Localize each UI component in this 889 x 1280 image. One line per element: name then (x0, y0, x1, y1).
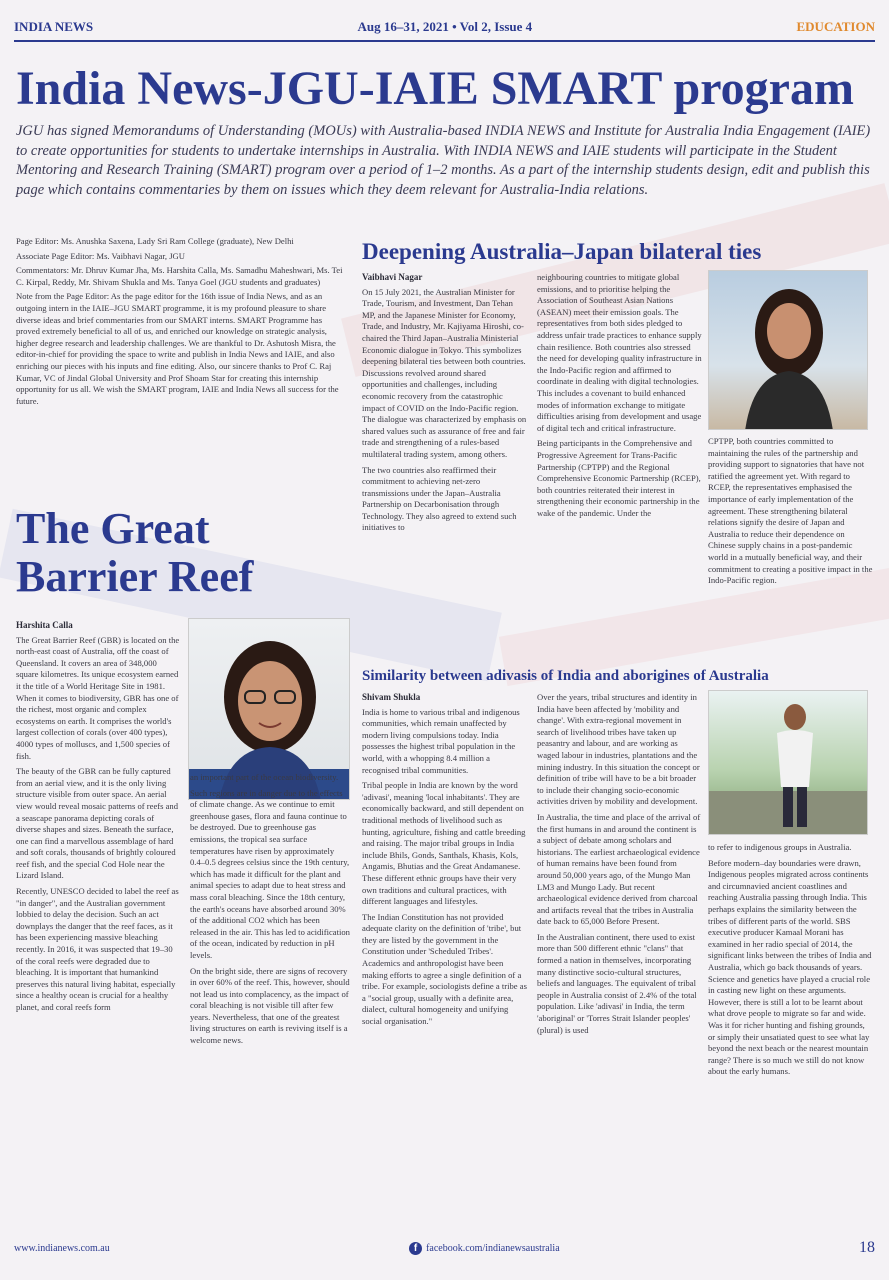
japan-article-title: Deepening Australia–Japan bilateral ties (362, 239, 762, 264)
adivasi-column-2 (537, 692, 702, 1040)
adivasi-paragraph: In Australia, the time and place of the arrival of the first humans in and around the continent is a subject of debate among scholars and historians. The earliest archaeological evidence of human remains have been found from around 50,000 years ago, of the Mungo Man LM3 and Mungo Lady. But recent archaeological evidence derived from charcoal and artifacts reveal that the tribes in Australia date back to 65,000 Before Present. (537, 811, 701, 927)
associate-editor: Associate Page Editor: Ms. Vaibhavi Nagar, JGU (16, 250, 185, 261)
japan-paragraph: Being participants in the Comprehensive and Progressive Agreement for Trans-Pacific Partnership (CPTPP) and the Regional Comprehensive Economic Partnership (RCEP), both countries reiterated their interest in strengthening their economic partnership in the wake of the pandemic. Under the (537, 438, 701, 518)
adivasi-column-1 (362, 692, 527, 1032)
author-photo-vaibhavi (708, 270, 868, 430)
facebook-link[interactable] (409, 1242, 560, 1255)
facebook-url: facebook.com/indianewsaustralia (426, 1242, 560, 1254)
adivasi-paragraph: Tribal people in India are known by the word 'adivasi', meaning 'local inhabitants'. They are economically backward, and still dependent on traditional methods of livelihood such as hunting, agriculture, fishing and cattle breeding and raising. The major tribal groups in India include Bhils, Gonds, Santhals, Khasis, Kols, Angamis, Bhutias and the Great Andamanese. These different ethnic groups have their very own traditions and cultural practices, with different languages and lifestyles. (362, 780, 526, 907)
intro-paragraph: JGU has signed Memorandums of Understanding (MOUs) with Australia-based INDIA NEWS and Institute for Australia India Engagement (IAIE) to create opportunities for students to undertake internships in Australia. With INDIA NEWS and IAIE students will participate in the Student Mentoring and Research Training (SMART) program over a period of 1–2 months. As a part of the internship students design, edit and publish this page which contains commentaries by them on issues which they deem relevant for Australia-India relations. (16, 123, 871, 198)
reef-paragraph: an important part of the ocean biodiversity. (190, 772, 339, 782)
reef-paragraph: Such regions are in danger due to the effects of climate change. As we continue to emit greenhouse gases, flora and fauna continue to be destroyed. Due to greenhouse gas emissions, the tropical sea surface temperatures have risen by approximately 0.4–0.5 degrees celsius since the 19th century, which has made it difficult for the plant and animal species to adapt due to heat stress and mass coral bleaching. Since the 18th century, the earth's oceans have absorbed around 30% of the additional CO2 which has been released in the air. This has led to acidification of the ocean, indicated by reduction in pH levels. (190, 787, 350, 960)
reef-byline: Harshita Calla (16, 620, 73, 630)
issue-info: Aug 16–31, 2021 • Vol 2, Issue 4 (357, 19, 533, 34)
page-title: India News-JGU-IAIE SMART program (16, 62, 854, 115)
reef-paragraph: The Great Barrier Reef (GBR) is located on the north-east coast of Australia, off the coast of Queensland. It covers an area of 348,000 square kilometres. Its unique ecosystem earned it the title of a World Heritage Site in 1981. When it comes to biodiversity, GBR has one of the richest, most organic and complex ecosystems on earth. It comprises the world's largest collection of corals (over 400 types), 4000 types of molluscs, and 1,500 species of fish. (16, 634, 180, 761)
adivasi-paragraph: Over the years, tribal structures and identity in India have been affected by 'mobility and change'. With extra-regional movement in search of livelihood tribes have taken up peasantry and labour, and are working as waged labour in industries, plantations and the mining industry. In this situation the concept or definition of tribe will have to be a bit broader to include their changing socio-economic activities driven by mobility and development. (537, 692, 700, 807)
adivasi-paragraph: Before modern–day boundaries were drawn, Indigenous peoples migrated across continents and circumnavied ancient coastlines and reaching Australia passing through India. This perhaps explains the similarity between the tribes of different parts of the world. SBS executive producer Kamaal Morani has examined in her radio special of 2014, the significant links between the tribes of India and Australia, which go back thousands of years. Science and genetics have played a crucial role in casting new light on these arguments. However, there is still a lot to be learnt about what drove people to migrate so far and wide. Was it for richer hunting and fishing grounds, or simply their unsatiated quest to see what lay beyond the next beach or the nearest mountain range? There is so much we still do not know about the early humans. (708, 857, 872, 1077)
portrait-illustration (709, 271, 868, 430)
japan-paragraph: neighbouring countries to mitigate global emissions, and to prioritise helping the Association of Southeast Asian Nations (ASEAN) meet their emission goals. The representatives from both sides pledged to address unfair trade practices to enhance supply chain resilience. Both countries also stressed the need for developing quality infrastructure in the Indo-Pacific region and affirmed to coordinate in dealing with digital technologies. This includes a covenant to build enhanced modes of information exchange to mitigate difficulties arising from development and usage of digital tech and critical infrastructure. (537, 272, 702, 433)
facebook-icon: f (409, 1242, 422, 1255)
reef-paragraph: On the bright side, there are signs of recovery in over 60% of the reef. This, however, should not lead us into complacency, as the impact of coral bleaching is not visible till after few years. Nevertheless, that one of the greatest living structures on earth is reviving itself is a welcome news. (190, 965, 350, 1046)
japan-paragraph: CPTPP, both countries committed to maintaining the rules of the partnership and providing support to signatories that have not ratified the agreement yet. With regard to RCEP, the representatives emphasised the importance of early implementation of the agreement. These strengthening bilateral relations signify the desire of Japan and Australia to reduce their dependence on Chinese supply chains in a post-pandemic world in a mutually beneficial way, and their commitment to creating a positive impact in the Indo-Pacific region. (708, 436, 873, 586)
website-link[interactable]: www.indianews.com.au (14, 1242, 110, 1254)
section-label: INDIA NEWS (14, 19, 94, 34)
editors-box (16, 236, 348, 410)
reef-column-1 (16, 620, 181, 1018)
reef-paragraph: Recently, UNESCO decided to label the reef as "in danger", and the Australian government lobbied to delay the decision. Such an act downplays the danger that the reef faces, as it has been experiencing massive bleaching recently. In 2016, it was suspected that 19–30 of the coral reefs were degraded due to bleaching. It is important that humankind preserves this natural living habitat, especially since a healthy ocean is crucial for a healthy planet, and coral reefs form (16, 886, 179, 1012)
adivasi-paragraph: to refer to indigenous groups in Australia. (708, 842, 852, 852)
page-editor: Page Editor: Ms. Anushka Saxena, Lady Sri Ram College (graduate), New Delhi (16, 236, 294, 246)
japan-paragraph: The two countries also reaffirmed their commitment to achieving net-zero transmissions under the Japan–Australia Partnership on Decarbonisation through Technology. They also agreed to extend such initiatives to (362, 464, 517, 533)
reef-column-2 (190, 772, 350, 1051)
reef-paragraph: The beauty of the GBR can be fully captured from an aerial view, and it is the only living structure visible from outer space. An aerial view would reveal mosaic patterns of reefs and a seascape panorama depicting corals of diverse shapes and sizes. Beneath the surface, one can find a marvellous assemblage of hard and soft corals, thousands of brightly coloured reef fish, and the special Cod Hole near the Lizard Island. (16, 766, 179, 881)
japan-column-2 (537, 272, 702, 523)
editor-note: Note from the Page Editor: As the page editor for the 16th issue of India News, and as an outgoing intern in the IAIE–JGU SMART programme, it is my profound pleasure to share diverse ideas and brief commentaries from our SMART interns. SMART Programme has proved extremely beneficial to all of us, and enriched our knowledge on strategic analysis, higher degree research and leadership challenges. We are thankful to Dr. Ashutosh Misra, the editor-in-chief for providing the space to write and publish in India News and IAIE, and also enriching our pieces with his inputs and fine editing. Also, our sincere thanks to Prof C. Raj Kumar, VC of Jindal Global University and Prof Shoam Star for creating this internship opportunity for us all. We wish the SMART program, IAIE and India News all success for the future. (16, 291, 339, 406)
japan-column-1 (362, 272, 527, 538)
page-header (14, 14, 875, 42)
adivasi-column-3 (708, 842, 873, 1082)
page-number: 18 (859, 1239, 875, 1256)
japan-column-3 (708, 436, 873, 591)
adivasi-article-title: Similarity between adivasis of India and aborigines of Australia (362, 668, 769, 684)
reef-article-title: The Great Barrier Reef (16, 504, 254, 601)
page-footer (14, 1236, 875, 1260)
adivasi-paragraph: India is home to various tribal and indigenous communities, which remain unaffected by modern living compulsions today. India possesses the highest tribal population in the world, with a whopping 8.4 million a recognised tribal communities. (362, 706, 520, 775)
portrait-illustration (709, 691, 868, 835)
commentators: Commentators: Mr. Dhruv Kumar Jha, Ms. Harshita Calla, Ms. Samadhu Maheshwari, Ms. Tei C. Kirpal, Reddy, Mr. Shivam Shukla and Ms. Tanya Goel (JGU students and graduates) (16, 265, 343, 287)
author-photo-shivam (708, 690, 868, 835)
adivasi-paragraph: In the Australian continent, there used to exist more than 500 different ethnic "clans" that formed a nation in themselves, incorporating many distinctive socio-cultural structures, beliefs and languages. The equivalent of tribal people in Australia consist of 2.4% of the total population. Like 'adivasi' in India, the term 'aboriginal' or 'Torres Strait Islander peoples' (plural) is used (537, 931, 697, 1035)
section-category: EDUCATION (796, 19, 875, 34)
japan-byline: Vaibhavi Nagar (362, 272, 423, 282)
japan-paragraph: On 15 July 2021, the Australian Minister for Trade, Tourism, and Investment, Dan Tehan MP, and the Japanese Minister for Economy, Trade, and Industry, Mr. Kajiyama Hiroshi, co-chaired the Third Japan–Australia Ministerial Economic dialogue in Tokyo. This symbolizes deepening bilateral ties between both countries. Discussions revolved around shared opportunities and challenges, including economic recovery from the catastrophic impact of COVID on the Indo-Pacific region. The dialogue was characterized by emphasis on shared values such as assurance of free and fair trade and strengthening of a rules-based multilateral trading system, among others. (362, 286, 527, 459)
adivasi-byline: Shivam Shukla (362, 692, 421, 702)
adivasi-paragraph: The Indian Constitution has not provided adequate clarity on the definition of 'tribe', but they are listed by the government in the Constitution under 'Scheduled Tribes'. Academics and anthropologist have been making efforts to agree a single definition of a tribe. For example, sociologists define a tribe as a "social group, usually with a definite area, dialect, cultural homogeneity and unifying social organisation." (362, 911, 527, 1027)
